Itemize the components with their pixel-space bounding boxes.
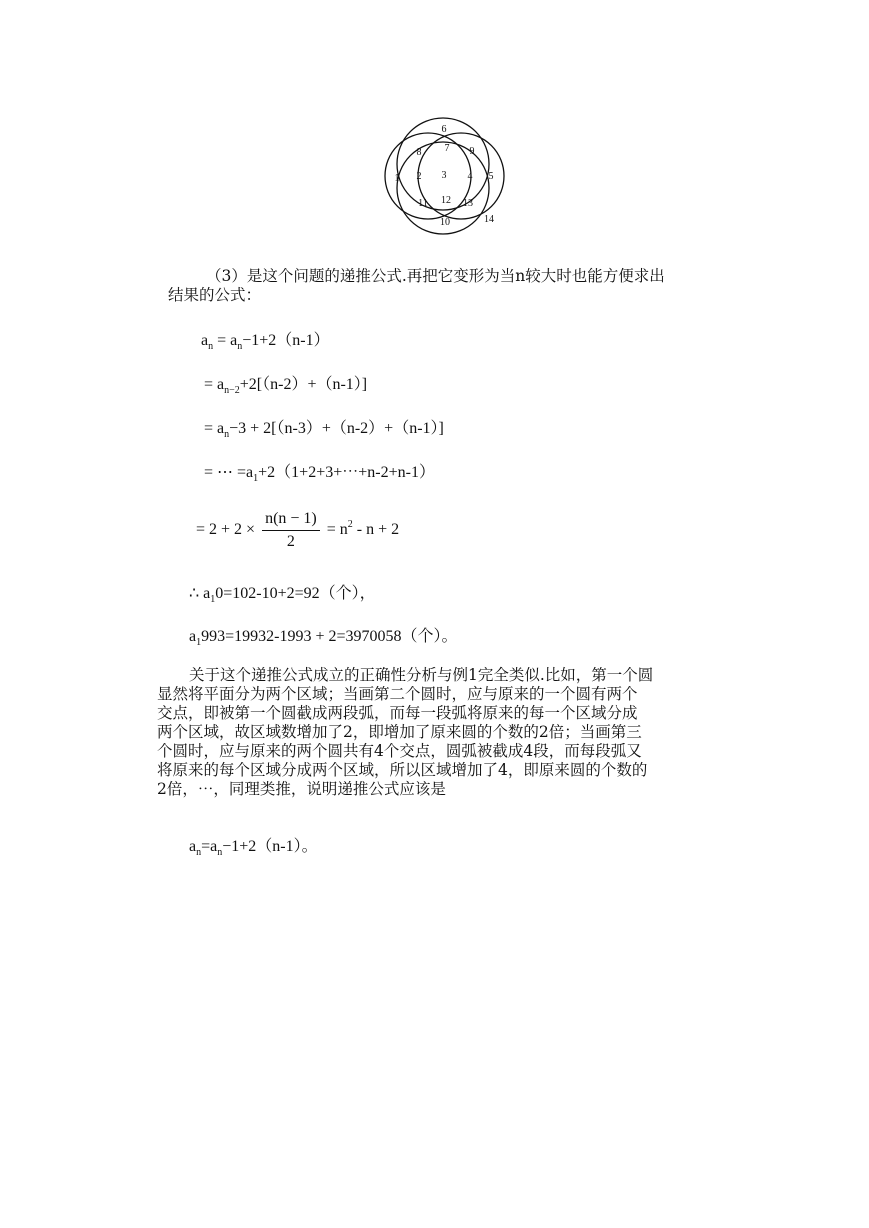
l5-sup: 2 bbox=[347, 519, 353, 531]
l1-lhs: a bbox=[201, 332, 209, 349]
derivation-line-3 bbox=[204, 415, 444, 440]
l5-pre: = 2 + 2 × bbox=[196, 521, 256, 539]
analysis-line-7: 2倍，⋯，同理类推，说明递推公式应该是 bbox=[157, 780, 446, 798]
l4-sub: 1 bbox=[253, 473, 259, 484]
l2-sub: n−2 bbox=[224, 385, 240, 396]
r2-pre: a bbox=[189, 628, 197, 645]
region-label-6: 6 bbox=[441, 124, 447, 135]
r2-sub: 1 bbox=[196, 637, 202, 648]
region-label-9: 9 bbox=[469, 146, 475, 157]
final-rest: −1+2（n-1）。 bbox=[222, 838, 318, 855]
region-label-12: 12 bbox=[441, 195, 451, 206]
l1-mid: = a bbox=[213, 332, 238, 349]
analysis-line-1: 关于这个递推公式成立的正确性分析与例1完全类似.比如，第一个圆 bbox=[189, 666, 654, 684]
l5-post: - n + 2 bbox=[352, 521, 400, 539]
l1-mid-sub: n bbox=[237, 341, 243, 352]
r1-rest: 0=102-10+2=92（个）， bbox=[215, 585, 376, 602]
l3-pre: = a bbox=[204, 420, 225, 437]
derivation-line-1 bbox=[201, 327, 330, 352]
region-label-2: 2 bbox=[416, 171, 422, 182]
region-label-14: 14 bbox=[484, 214, 494, 225]
region-label-5: 5 bbox=[488, 171, 494, 182]
final-pre: a bbox=[189, 838, 197, 855]
final-formula bbox=[189, 833, 318, 858]
r1-sub: 1 bbox=[210, 594, 216, 605]
fraction-numerator: n(n − 1) bbox=[262, 510, 320, 531]
region-label-11: 11 bbox=[418, 198, 428, 209]
l3-rest: −3 + 2[（n-3）+（n-2）+（n-1）] bbox=[229, 420, 444, 437]
derivation-line-2 bbox=[204, 371, 367, 396]
analysis-line-2: 显然将平面分为两个区域；当画第二个圆时，应与原来的一个圆有两个 bbox=[157, 685, 638, 703]
r1-pre: ∴ a bbox=[189, 585, 211, 602]
derivation-line-4 bbox=[204, 459, 435, 484]
l4-pre: = ⋯ =a bbox=[204, 464, 254, 481]
intro-line-2: 结果的公式： bbox=[168, 286, 262, 304]
final-sub2: n bbox=[217, 847, 223, 858]
region-label-13: 13 bbox=[463, 198, 473, 209]
l4-rest: +2（1+2+3+⋯+n-2+n-1） bbox=[258, 464, 435, 481]
region-label-7: 7 bbox=[444, 143, 450, 154]
region-label-8: 8 bbox=[416, 147, 422, 158]
result-line-1 bbox=[189, 580, 376, 605]
derivation-line-5 bbox=[196, 510, 399, 551]
analysis-line-6: 将原来的每个区域分成两个区域，所以区域增加了4，即原来圆的个数的 bbox=[157, 761, 648, 779]
l2-rest: +2[（n-2）+（n-1）] bbox=[239, 376, 368, 393]
fraction-denominator: 2 bbox=[286, 533, 295, 550]
region-label-3: 3 bbox=[441, 170, 447, 181]
region-label-1: 1 bbox=[394, 173, 400, 184]
result-line-2 bbox=[189, 623, 458, 648]
r2-rest: 993=19932-1993 + 2=3970058（个）。 bbox=[201, 628, 458, 645]
final-mid: =a bbox=[201, 838, 218, 855]
l1-lhs-sub: n bbox=[208, 341, 214, 352]
intro-line-1: （3）是这个问题的递推公式.再把它变形为当n较大时也能方便求出 bbox=[206, 267, 665, 285]
analysis-line-5: 个圆时，应与原来的两个圆共有4个交点，圆弧被截成4段，而每段弧又 bbox=[157, 742, 642, 760]
region-label-10: 10 bbox=[440, 217, 450, 228]
l2-pre: = a bbox=[204, 376, 225, 393]
fraction bbox=[262, 510, 320, 551]
l1-rest: −1+2（n-1） bbox=[242, 332, 330, 349]
analysis-line-4: 两个区域，故区域数增加了2，即增加了原来圆的个数的2倍；当画第三 bbox=[157, 723, 642, 741]
l3-sub: n bbox=[224, 429, 230, 440]
final-sub: n bbox=[196, 847, 202, 858]
region-label-4: 4 bbox=[467, 171, 473, 182]
analysis-line-3: 交点，即被第一个圆截成两段弧，而每一段弧将原来的每一个区域分成 bbox=[157, 704, 638, 722]
four-circles-diagram bbox=[380, 112, 515, 242]
l5-mid: = n bbox=[326, 521, 348, 539]
